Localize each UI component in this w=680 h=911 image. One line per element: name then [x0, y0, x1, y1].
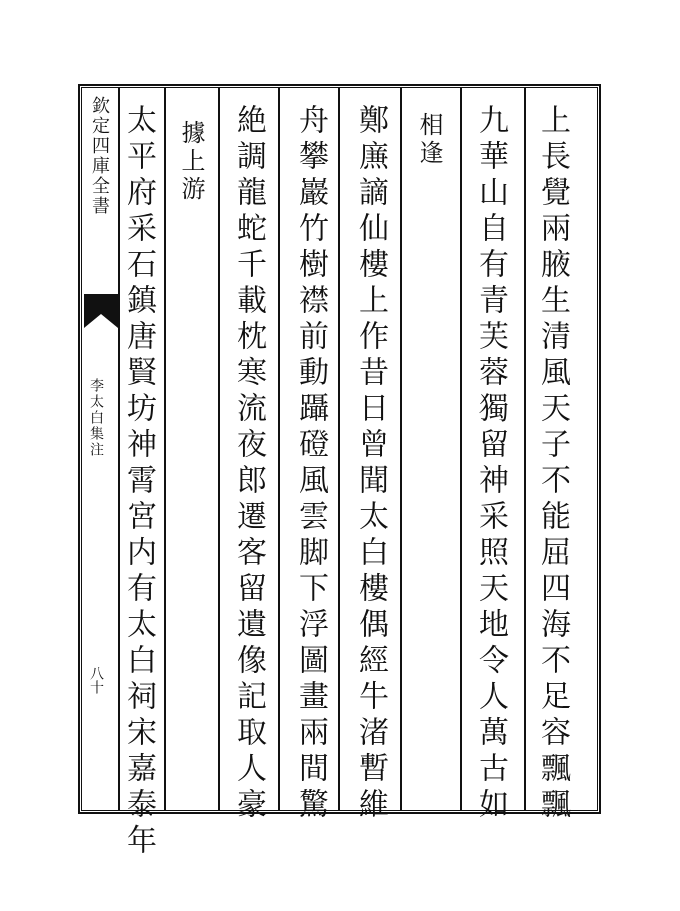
column-rule [400, 88, 402, 810]
column-rule [524, 88, 526, 810]
fishtail-mark [84, 294, 118, 328]
page-number: 八十 [88, 666, 104, 694]
text-column-2: 九華山自有青芙蓉獨留神采照天地令人萬古如 [473, 104, 508, 824]
text-column-6: 絶調龍蛇千載枕寒流夜郎遷客留遺像記取人豪 [231, 104, 266, 824]
column-rule [460, 88, 462, 810]
text-column-3: 相逢 [415, 112, 443, 168]
text-column-7: 據上游 [177, 120, 205, 204]
text-column-8: 太平府采石鎮唐賢坊神霄宮内有太白祠宋嘉泰年 [121, 104, 156, 860]
column-rule [278, 88, 280, 810]
collection-title: 欽定四庫全書 [89, 96, 110, 216]
text-column-1: 上長覺兩腋生清風天子不能屈四海不足容飄飄 [535, 104, 570, 824]
column-rule [338, 88, 340, 810]
book-title: 李太白集注 [88, 378, 104, 458]
text-column-4: 鄭㢘謫仙樓上作昔日曾聞太白樓偶經牛渚暫維 [353, 104, 388, 824]
text-column-5: 舟攀巖竹樹襟前動躡磴風雲脚下浮圖畫兩間驚 [293, 104, 328, 824]
column-rule [164, 88, 166, 810]
column-rule [218, 88, 220, 810]
